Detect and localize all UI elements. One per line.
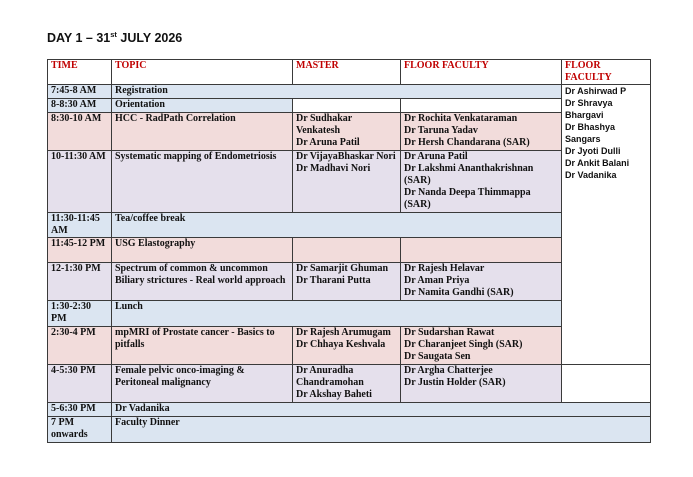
floor-cell: [401, 327, 562, 365]
header-time: TIME: [48, 60, 112, 85]
table-row: [48, 417, 651, 443]
time-cell: 8:30-10 AM: [48, 113, 112, 151]
side-faculty-name: Dr Vadanika: [565, 170, 617, 180]
floor-name: Dr Saugata Sen: [404, 351, 471, 362]
time-cell: 5-6:30 PM: [48, 403, 112, 417]
topic-cell: Registration: [112, 85, 562, 99]
topic-cell: HCC - RadPath Correlation: [112, 113, 293, 151]
master-cell: [293, 151, 401, 213]
time-cell: 11:45-12 PM: [48, 238, 112, 263]
time-cell: 1:30-2:30 PM: [48, 301, 112, 327]
table-row: [48, 113, 651, 151]
floor-name: Dr Hersh Chandarana (SAR): [404, 137, 530, 148]
floor-name: Dr Rajesh Helavar: [404, 263, 485, 274]
topic-cell: Lunch: [112, 301, 562, 327]
topic-cell: Systematic mapping of Endometriosis: [112, 151, 293, 213]
floor-name: Dr Taruna Yadav: [404, 125, 478, 136]
time-cell: 12-1:30 PM: [48, 263, 112, 301]
page-title: [47, 30, 182, 45]
floor-name: Dr Aman Priya: [404, 275, 470, 286]
floor-cell: [401, 151, 562, 213]
topic-cell: Tea/coffee break: [112, 213, 562, 238]
table-row: [48, 85, 651, 99]
table-row: [48, 365, 651, 403]
topic-cell: Faculty Dinner: [112, 417, 651, 443]
topic-cell: USG Elastography: [112, 238, 293, 263]
time-cell: 10-11:30 AM: [48, 151, 112, 213]
time-cell: 2:30-4 PM: [48, 327, 112, 365]
topic-cell: Spectrum of common & uncommon Biliary strictures - Real world approach: [112, 263, 293, 301]
master-cell: [293, 113, 401, 151]
header-floor-faculty: FLOOR FACULTY: [401, 60, 562, 85]
table-row: [48, 238, 651, 263]
side-faculty-name: Dr Ashirwad P: [565, 86, 627, 96]
side-faculty-name: Bhargavi: [565, 110, 604, 120]
side-faculty-name: Dr Bhashya: [565, 122, 616, 132]
time-cell: 7 PM onwards: [48, 417, 112, 443]
table-row: [48, 213, 651, 238]
master-cell: [293, 263, 401, 301]
topic-cell: Orientation: [112, 99, 293, 113]
master-name: Dr Sudhakar Venkatesh: [296, 113, 353, 136]
floor-cell: [401, 263, 562, 301]
time-cell: 11:30-11:45 AM: [48, 213, 112, 238]
topic-cell: Dr Vadanika: [112, 403, 651, 417]
table-row: [48, 301, 651, 327]
master-cell: [293, 238, 401, 263]
master-name: Dr Tharani Putta: [296, 275, 371, 286]
time-cell: 7:45-8 AM: [48, 85, 112, 99]
master-name: Dr VijayaBhaskar Nori: [296, 151, 396, 162]
floor-cell: [401, 99, 562, 113]
header-floor-faculty-side: FLOOR FACULTY: [562, 60, 651, 85]
master-name: Dr Madhavi Nori: [296, 163, 371, 174]
floor-name: Dr Charanjeet Singh (SAR): [404, 339, 523, 350]
master-cell: [293, 365, 401, 403]
table-row: [48, 151, 651, 213]
table-row: [48, 327, 651, 365]
floor-cell: [401, 113, 562, 151]
side-faculty-name: Dr Shravya: [565, 98, 613, 108]
floor-name: Dr Rochita Venkataraman: [404, 113, 518, 124]
side-faculty-name: Dr Jyoti Dulli: [565, 146, 621, 156]
schedule-table: [47, 59, 651, 443]
floor-name: Dr Sudarshan Rawat: [404, 327, 495, 338]
floor-name: Dr Lakshmi Ananthakrishnan (SAR): [404, 163, 534, 186]
floor-name: Dr Justin Holder (SAR): [404, 377, 506, 388]
floor-name: Dr Nanda Deepa Thimmappa (SAR): [404, 187, 531, 210]
master-name: Dr Aruna Patil: [296, 137, 360, 148]
topic-cell: mpMRI of Prostate cancer - Basics to pitfalls: [112, 327, 293, 365]
table-row: [48, 263, 651, 301]
time-cell: 4-5:30 PM: [48, 365, 112, 403]
header-topic: TOPIC: [112, 60, 293, 85]
table-row: [48, 99, 651, 113]
title-superscript: st: [110, 30, 117, 39]
header-master: MASTER: [293, 60, 401, 85]
floor-cell: [401, 238, 562, 263]
floor-name: Dr Namita Gandhi (SAR): [404, 287, 514, 298]
master-name: Dr Rajesh Arumugam: [296, 327, 391, 338]
side-faculty-name: Sangars: [565, 134, 601, 144]
master-name: Dr Samarjit Ghuman: [296, 263, 389, 274]
master-name: Dr Akshay Baheti: [296, 389, 372, 400]
floor-cell: [401, 365, 562, 403]
title-month: JULY 2026: [116, 31, 183, 45]
floor-name: Dr Argha Chatterjee: [404, 365, 493, 376]
master-name: Dr Anuradha Chandramohan: [296, 365, 364, 388]
side-faculty-name: Dr Ankit Balani: [565, 158, 630, 168]
master-cell: [293, 99, 401, 113]
side-empty-cell: [562, 365, 651, 403]
master-name: Dr Chhaya Keshvala: [296, 339, 386, 350]
side-faculty-list: [562, 85, 651, 365]
floor-name: Dr Aruna Patil: [404, 151, 468, 162]
time-cell: 8-8:30 AM: [48, 99, 112, 113]
header-row: [48, 60, 651, 85]
title-text: DAY 1 – 31: [47, 31, 111, 45]
table-row: [48, 403, 651, 417]
topic-cell: Female pelvic onco-imaging & Peritoneal malignancy: [112, 365, 293, 403]
master-cell: [293, 327, 401, 365]
